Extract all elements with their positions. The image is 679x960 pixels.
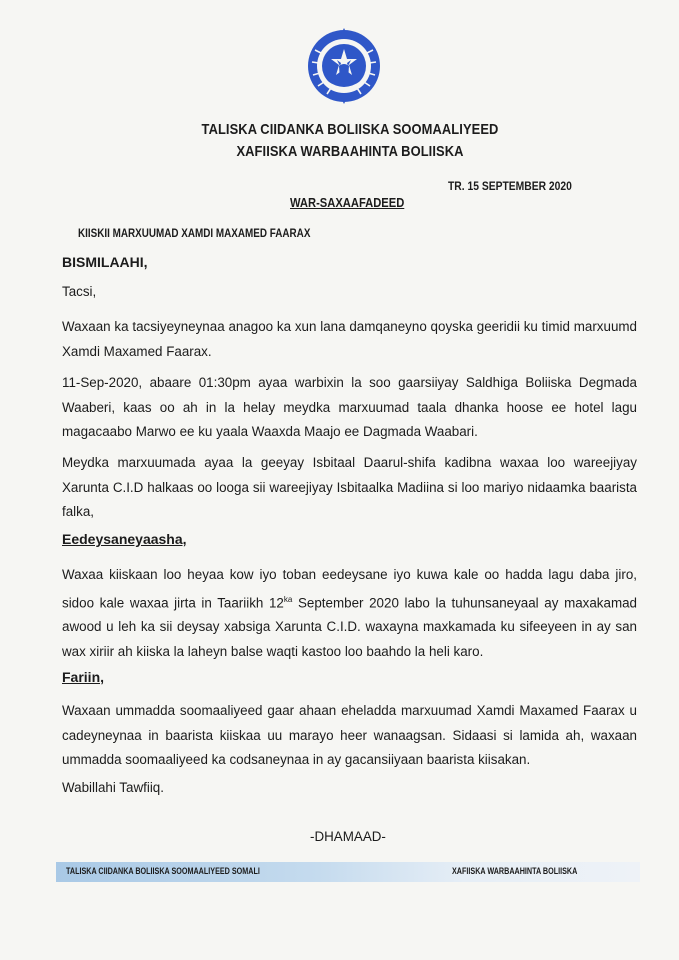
- section-message-heading: Fariin,: [62, 669, 105, 685]
- greeting: BISMILAAHI,: [62, 254, 148, 270]
- footer-left-text: TALISKA CIIDANKA BOLIISKA SOOMAALIYEED SOMALI: [66, 866, 260, 876]
- section-suspects-heading: Eedeysaneyaasha,: [62, 531, 187, 547]
- document-date: TR. 15 SEPTEMBER 2020: [448, 179, 572, 193]
- closing-line: Wabillahi Tawfiiq.: [62, 780, 164, 795]
- paragraph-condolence: Waxaan ka tacsiyeyneynaa anagoo ka xun lana damqaneyno qoyska geeridii ku timid marxuumd Xamdi Maxamed Faarax.: [62, 319, 637, 359]
- header-line-2: XAFIISKA WARBAAHINTA BOLIISKA: [236, 143, 464, 160]
- paragraph-hospital: Meydka marxuumada ayaa la geeyay Isbitaal Daarul-shifa kadibna waxaa loo wareejiyay Xarunta C.I.D halkaas oo looga sii wareejiyay Isbitaalka Madiina si loo mariyo nidaamka baarista falka,: [62, 455, 637, 519]
- paragraph-incident: 11-Sep-2020, abaare 01:30pm ayaa warbixin la soo gaarsiiyay Saldhiga Boliiska Degmada Waaberi, kaas oo ah in la helay meydka marxuumad taala dhanka hoose ee hotel lagu magacaabo Marwo ee ku yaala Waaxda Maajo ee Dagmada Waabari.: [62, 375, 637, 439]
- press-release-title: WAR-SAXAAFADEED: [290, 195, 405, 210]
- salutation: Tacsi,: [62, 284, 97, 299]
- suspects-date-suffix: ka: [283, 594, 293, 604]
- suspects-text-a: Waxaa kiiskaan loo heyaa kow iyo toban eedeysane iyo kuwa kale oo hadda lagu daba jiro, sidoo kale waxaa jirta in Taariikh 12: [62, 567, 637, 610]
- suspects-text-b: September 2020 labo la tuhunsaneyaal ay maxakamad awood u leh ka sii deysay xabsiga Xarunta C.I.D. waxayna maxkamada ku sifeeyeen in ay san wax xiriir ah kiiska la laheyn balse waqti kastoo loo baahdo la heli karo.: [62, 594, 637, 659]
- end-marker: -DHAMAAD-: [310, 829, 386, 844]
- footer-right-text: XAFIISKA WARBAAHINTA BOLIISKA: [452, 866, 578, 876]
- police-emblem-icon: [303, 22, 385, 114]
- header-line-1: TALISKA CIIDANKA BOLIISKA SOOMAALIYEED: [201, 121, 499, 138]
- paragraph-message: Waxaan ummadda soomaaliyeed gaar ahaan eheladda marxuumad Xamdi Maxamed Faarax u cadeyneynaa in baarista kiiskaa uu marayo heer wanaagsan. Sidaasi si lamida ah, waxaan ummadda soomaaliyeed ka codsaneynaa in ay gacansiiyaan baarista kiisakan.: [62, 703, 637, 767]
- paragraph-suspects: [62, 563, 637, 664]
- case-title: KIISKII MARXUUMAD XAMDI MAXAMED FAARAX: [78, 228, 311, 240]
